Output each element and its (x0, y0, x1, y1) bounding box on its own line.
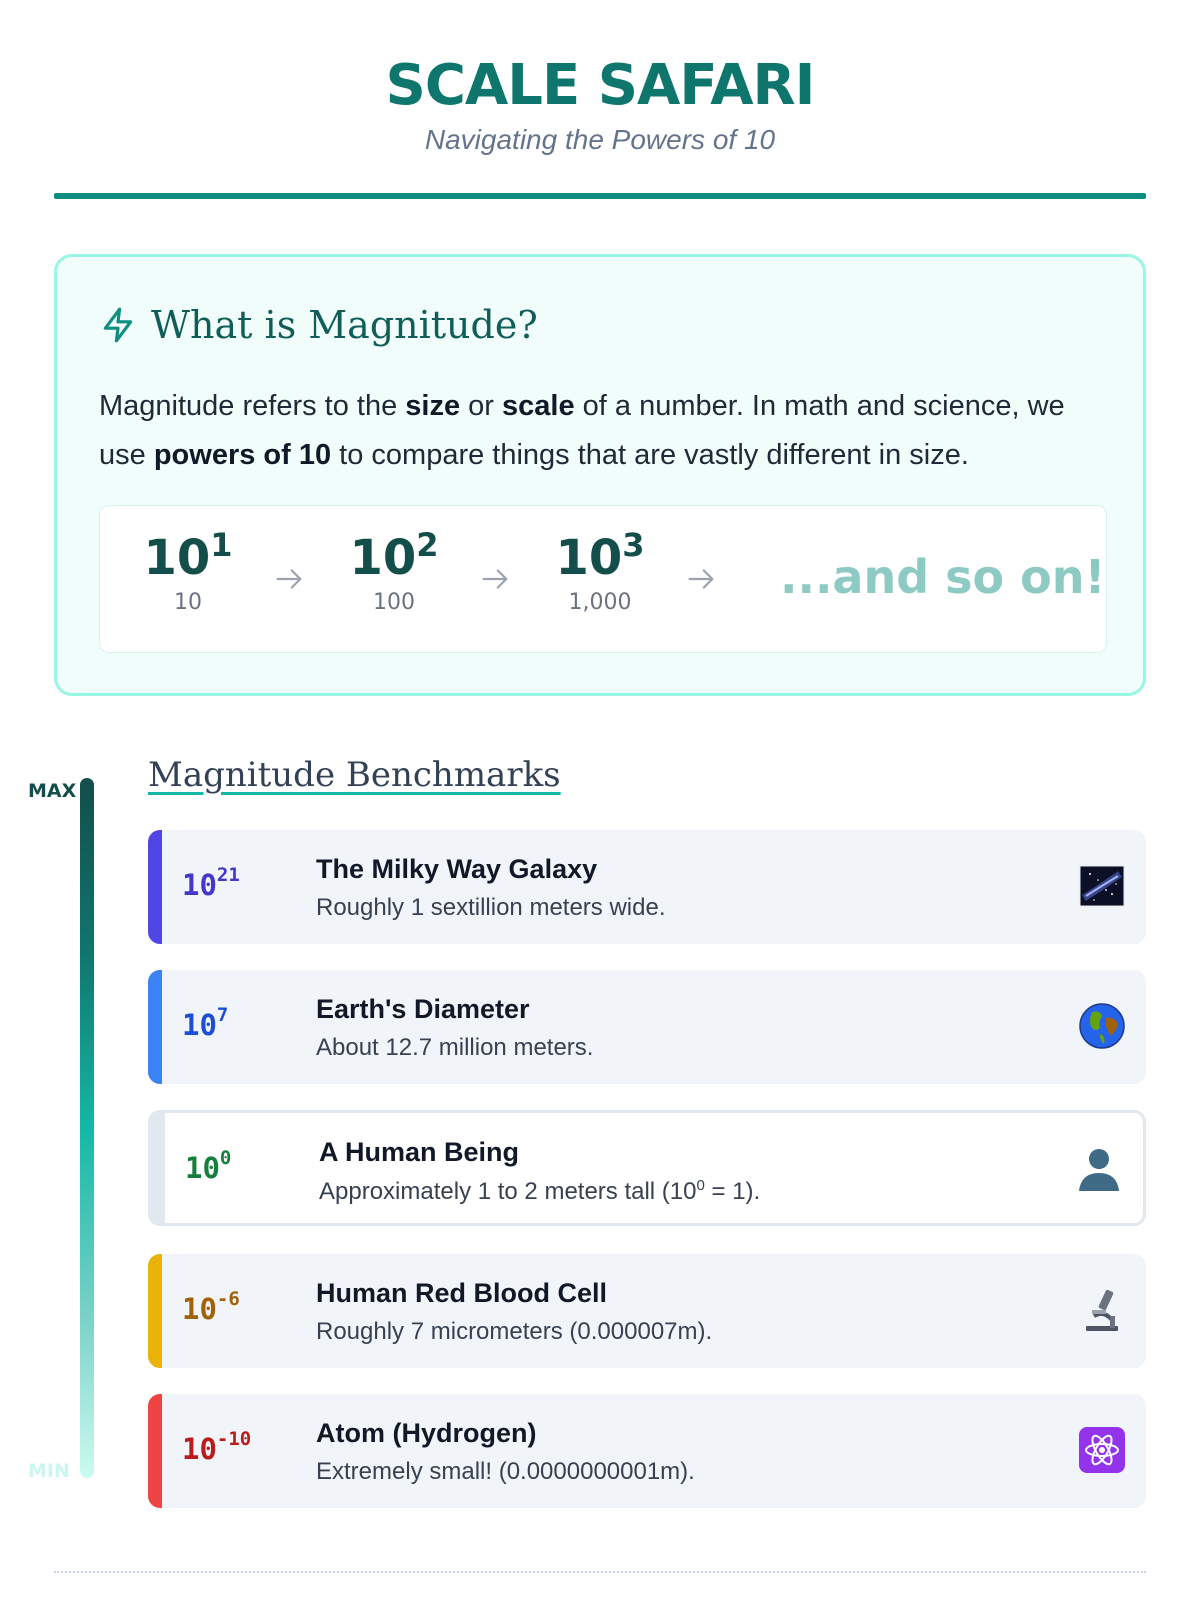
benchmark-card-galaxy (148, 830, 1146, 944)
lightning-bolt-icon (99, 304, 137, 346)
emphasis-scale: scale (502, 390, 575, 422)
arrow-right-icon (272, 562, 306, 596)
galaxy-icon (1078, 862, 1126, 910)
scale-max-label: MAX (28, 780, 77, 802)
intro-title: What is Magnitude? (151, 303, 538, 347)
benchmark-description: Roughly 1 sextillion meters wide. (316, 894, 666, 921)
power-value: 100 (373, 590, 415, 615)
scale-min-label: MIN (28, 1460, 70, 1482)
benchmark-exponent: $10^{-6}$ (182, 1288, 240, 1326)
benchmark-description: About 12.7 million meters. (316, 1034, 594, 1061)
card-accent-stripe (148, 1394, 162, 1508)
arrow-right-icon (478, 562, 512, 596)
benchmark-card-earth (148, 970, 1146, 1084)
benchmark-card-human (148, 1110, 1146, 1226)
benchmark-exponent: $10^{21}$ (182, 864, 240, 902)
and-so-on-text: ...and so on! (780, 550, 1106, 604)
person-icon (1075, 1145, 1123, 1193)
benchmark-name: Earth's Diameter (316, 994, 530, 1024)
footer-divider (54, 1571, 1146, 1573)
arrow-right-icon (684, 562, 718, 596)
magnitude-intro-card (54, 254, 1146, 696)
page-title: SCALE SAFARI (385, 53, 815, 118)
emphasis-powers: powers of 10 (153, 439, 332, 471)
card-accent-stripe (148, 970, 162, 1084)
benchmark-description: Approximately 1 to 2 meters tall $(10^0 = 1)$. (319, 1177, 761, 1205)
benchmark-description: Extremely small! (0.0000000001m). (316, 1458, 695, 1485)
benchmarks-title: Magnitude Benchmarks (148, 755, 561, 795)
benchmark-description: Roughly 7 micrometers (0.000007m). (316, 1318, 713, 1345)
benchmark-name: The Milky Way Galaxy (316, 854, 598, 884)
card-accent-stripe (151, 1113, 165, 1223)
benchmark-name: A Human Being (319, 1137, 520, 1167)
benchmark-exponent: $10^0$ (185, 1147, 232, 1185)
header-divider (54, 193, 1146, 199)
intro-heading (99, 303, 538, 347)
atom-icon (1078, 1426, 1126, 1474)
scale-gradient-bar (80, 778, 94, 1478)
power-value: 10 (174, 590, 202, 615)
benchmark-card-blood-cell (148, 1254, 1146, 1368)
microscope-icon (1078, 1286, 1126, 1334)
benchmark-name: Human Red Blood Cell (316, 1278, 608, 1308)
benchmark-exponent: $10^{-10}$ (182, 1428, 252, 1466)
globe-icon (1078, 1002, 1126, 1050)
benchmark-name: Atom (Hydrogen) (316, 1418, 537, 1448)
powers-sequence (99, 505, 1107, 653)
intro-paragraph: Magnitude refers to the size or scale of a number. In math and science, we use powers of 10 to compare things that are vastly different in size. (99, 390, 1065, 471)
page-subtitle: Navigating the Powers of 10 (424, 124, 776, 155)
power-item: $10^2$ 100 (334, 528, 454, 615)
power-item: $10^3$ 1,000 (540, 528, 660, 615)
card-accent-stripe (148, 1254, 162, 1368)
emphasis-size: size (405, 390, 461, 422)
card-accent-stripe (148, 830, 162, 944)
page-header (0, 52, 1200, 156)
power-item: $10^1$ 10 (128, 528, 248, 615)
power-value: 1,000 (568, 590, 632, 615)
benchmark-card-atom (148, 1394, 1146, 1508)
benchmark-exponent: $10^7$ (182, 1004, 229, 1042)
